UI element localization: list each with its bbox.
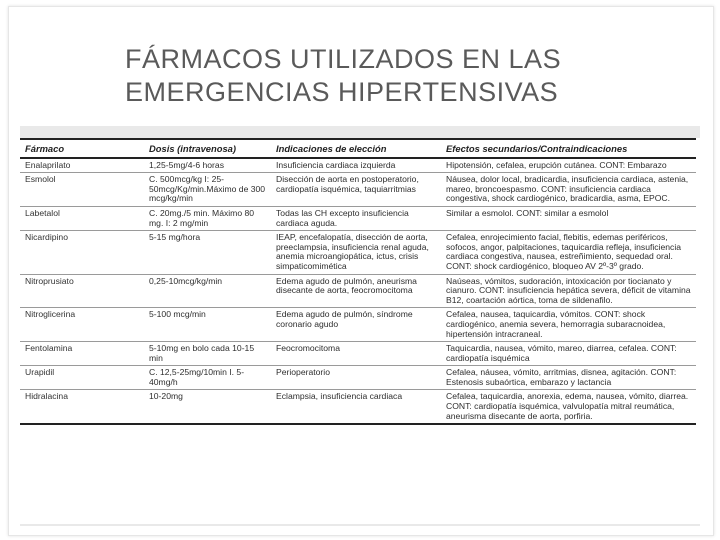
drug-dose: 0,25-10mcg/kg/min [144,274,271,308]
table-row [20,173,696,207]
drug-dose: 5-10mg en bolo cada 10-15 min [144,342,271,366]
drug-indication: Perioperatorio [271,366,441,390]
drug-name: Nicardipino [20,231,144,274]
drug-indication: Disección de aorta en postoperatorio, cardiopatía isquémica, taquiarritmias [271,173,441,207]
table-row [20,206,696,230]
drug-indication: Edema agudo de pulmón, síndrome coronario agudo [271,308,441,342]
drug-name: Urapidil [20,366,144,390]
drug-dose: 5-15 mg/hora [144,231,271,274]
drug-name: Enalaprilato [20,158,144,173]
table-row [20,274,696,308]
table-row [20,366,696,390]
slide-title-line-1: FÁRMACOS UTILIZADOS EN LAS [125,44,562,74]
drug-effects: Taquicardia, nausea, vómito, mareo, diarrea, cefalea. CONT: cardiopatía isquémica [441,342,696,366]
drug-effects: Cefalea, nausea, taquicardia, vómitos. CONT: shock cardiogénico, anemia severa, hemorragia subaracnoidea, hipertensión intracraneal. [441,308,696,342]
header-efectos: Efectos secundarios/Contraindicaciones [441,139,696,158]
drug-indication: Edema agudo de pulmón, aneurisma disecante de aorta, feocromocitoma [271,274,441,308]
drug-dose: 10-20mg [144,390,271,424]
drug-name: Fentolamina [20,342,144,366]
header-dosis: Dosis (intravenosa) [144,139,271,158]
table-row [20,390,696,424]
drug-name: Nitroprusiato [20,274,144,308]
slide-title-line-2: EMERGENCIAS HIPERTENSIVAS [125,77,559,107]
drug-dose: C. 20mg./5 min. Máximo 80 mg. I: 2 mg/min [144,206,271,230]
drug-effects: Naúseas, vómitos, sudoración, intoxicación por tiocianato y cianuro. CONT: insuficiencia hepática severa, déficit de vitamina B12, coartación aórtica, toma de sildenafilo. [441,274,696,308]
drug-dose: C. 12,5-25mg/10min I. 5-40mg/h [144,366,271,390]
drug-name: Esmolol [20,173,144,207]
drug-name: Hidralacina [20,390,144,424]
table-row [20,308,696,342]
drug-indication: IEAP, encefalopatía, disección de aorta, preeclampsia, insuficiencia renal aguda, anemia microangiopática, ictus, crisis simpaticomimética [271,231,441,274]
drug-indication: Feocromocitoma [271,342,441,366]
drug-effects: Cefalea, taquicardia, anorexia, edema, nausea, vómito, diarrea. CONT: cardiopatía isquémica, valvulopatía mitral reumática, aneurisma disecante de aorta, porfiria. [441,390,696,424]
drug-effects: Cefalea, enrojecimiento facial, flebitis, edemas periféricos, sofocos, angor, palpitaciones, taquicardia refleja, insuficiencia cardiaca congestiva, nausea, estreñimiento, sequedad oral. CONT: shock cardiogénico, bloqueo AV 2º-3º grado. [441,231,696,274]
table-row [20,158,696,173]
drug-indication: Eclampsia, insuficiencia cardiaca [271,390,441,424]
drug-table [20,138,696,425]
drug-dose: 1,25-5mg/4-6 horas [144,158,271,173]
table-header-row [20,139,696,158]
table-row [20,342,696,366]
drug-dose: C. 500mcg/kg I: 25-50mcg/Kg/min.Máximo de 300 mcg/kg/min [144,173,271,207]
drug-name: Labetalol [20,206,144,230]
drug-effects: Similar a esmolol. CONT: similar a esmolol [441,206,696,230]
slide-title [125,43,685,109]
drug-indication: Insuficiencia cardiaca izquierda [271,158,441,173]
drug-name: Nitroglicerina [20,308,144,342]
drug-effects: Náusea, dolor local, bradicardia, insuficiencia cardiaca, astenia, mareo, broncoespasmo. CONT: insuficiencia cardiaca congestiva, shock cardiogénico, bradicardia, asma, EPOC. [441,173,696,207]
drug-table-image [20,138,700,524]
slide-body [20,126,700,526]
header-farmaco: Fármaco [20,139,144,158]
drug-dose: 5-100 mcg/min [144,308,271,342]
drug-effects: Cefalea, náusea, vómito, arritmias, disnea, agitación. CONT: Estenosis subaórtica, embarazo y lactancia [441,366,696,390]
table-row [20,231,696,274]
header-indicaciones: Indicaciones de elección [271,139,441,158]
drug-indication: Todas las CH excepto insuficiencia cardiaca aguda. [271,206,441,230]
drug-effects: Hipotensión, cefalea, erupción cutánea. CONT: Embarazo [441,158,696,173]
